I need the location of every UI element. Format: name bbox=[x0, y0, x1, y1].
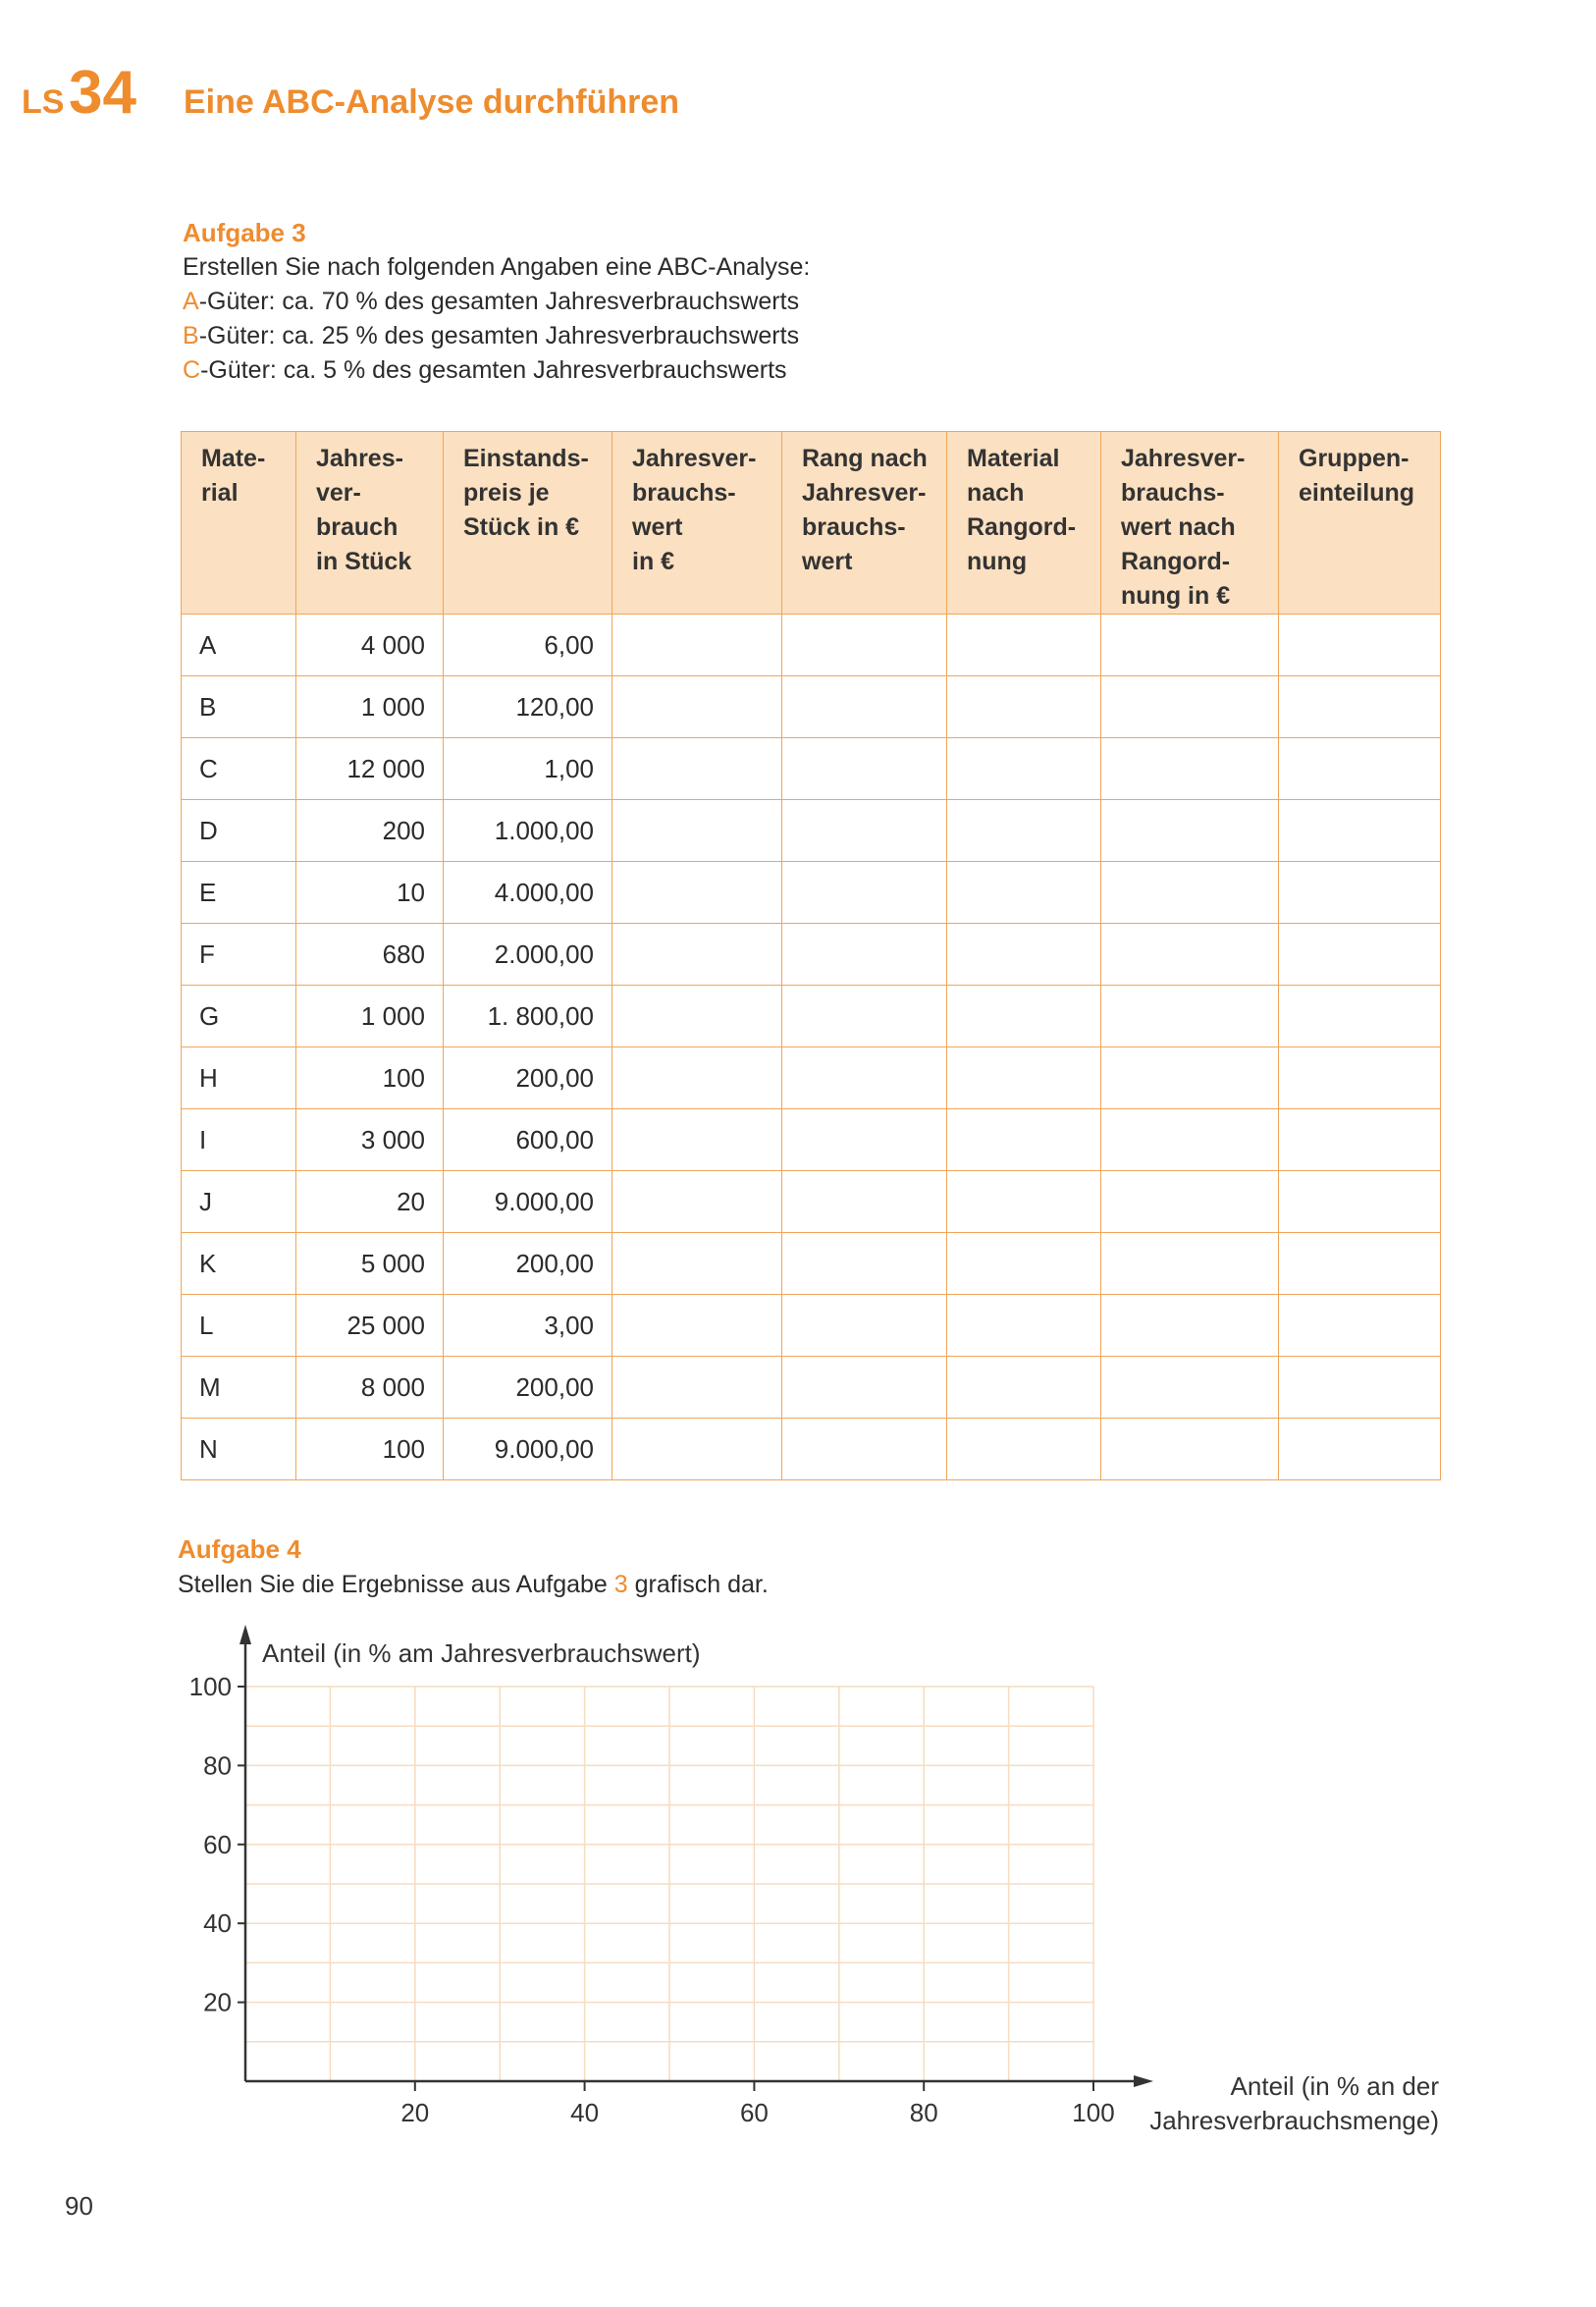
preis-cell: 4.000,00 bbox=[444, 862, 612, 924]
verbrauch-cell: 12 000 bbox=[296, 738, 444, 800]
column-header: Einstands- preis je Stück in € bbox=[444, 432, 612, 615]
letter-a: A bbox=[183, 288, 199, 315]
x-axis-label-line-1: Anteil (in % an der bbox=[1230, 2071, 1439, 2101]
chart-labels bbox=[189, 1638, 1440, 2135]
material-cell: J bbox=[182, 1171, 296, 1233]
preis-cell: 9.000,00 bbox=[444, 1419, 612, 1480]
material-cell: K bbox=[182, 1233, 296, 1295]
preis-cell: 600,00 bbox=[444, 1109, 612, 1171]
y-tick-label: 20 bbox=[203, 1987, 232, 2017]
preis-cell: 1,00 bbox=[444, 738, 612, 800]
material-cell: A bbox=[182, 615, 296, 676]
x-axis-arrow-icon bbox=[1134, 2075, 1153, 2087]
preis-cell: 200,00 bbox=[444, 1047, 612, 1109]
verbrauch-cell: 100 bbox=[296, 1047, 444, 1109]
y-tick-label: 80 bbox=[203, 1750, 232, 1781]
material-cell: G bbox=[182, 986, 296, 1047]
task-4-text-before: Stellen Sie die Ergebnisse aus Aufgabe bbox=[178, 1571, 614, 1598]
verbrauch-cell: 10 bbox=[296, 862, 444, 924]
preis-cell: 6,00 bbox=[444, 615, 612, 676]
line-c-text: -Güter: ca. 5 % des gesamten Jahresverbrauchswerts bbox=[200, 356, 787, 384]
section-label: LS bbox=[22, 83, 65, 121]
task-3-heading: Aufgabe 3 bbox=[183, 218, 306, 247]
material-cell: I bbox=[182, 1109, 296, 1171]
material-cell: H bbox=[182, 1047, 296, 1109]
verbrauch-cell: 1 000 bbox=[296, 986, 444, 1047]
preis-cell: 1. 800,00 bbox=[444, 986, 612, 1047]
column-header: Mate- rial bbox=[182, 432, 296, 615]
preis-cell: 1.000,00 bbox=[444, 800, 612, 862]
verbrauch-cell: 100 bbox=[296, 1419, 444, 1480]
x-tick-label: 100 bbox=[1072, 2098, 1115, 2127]
task-3-intro: Erstellen Sie nach folgenden Angaben eine ABC-Analyse: bbox=[183, 253, 811, 281]
preis-cell: 3,00 bbox=[444, 1295, 612, 1357]
preis-cell: 120,00 bbox=[444, 676, 612, 738]
x-tick-label: 40 bbox=[570, 2098, 600, 2127]
column-header: Jahresver- brauchs- wert nach Rangord- nung in € bbox=[1101, 432, 1279, 615]
x-tick-label: 60 bbox=[739, 2098, 769, 2127]
letter-b: B bbox=[183, 322, 199, 349]
x-tick-label: 80 bbox=[909, 2098, 938, 2127]
material-cell: M bbox=[182, 1357, 296, 1419]
preis-cell: 2.000,00 bbox=[444, 924, 612, 986]
verbrauch-cell: 680 bbox=[296, 924, 444, 986]
verbrauch-cell: 20 bbox=[296, 1171, 444, 1233]
verbrauch-cell: 4 000 bbox=[296, 615, 444, 676]
material-cell: C bbox=[182, 738, 296, 800]
verbrauch-cell: 8 000 bbox=[296, 1357, 444, 1419]
task-4-heading: Aufgabe 4 bbox=[178, 1534, 301, 1564]
y-tick-label: 60 bbox=[203, 1829, 232, 1859]
verbrauch-cell: 200 bbox=[296, 800, 444, 862]
column-header: Jahresver- brauchs- wert in € bbox=[612, 432, 782, 615]
y-axis-label: Anteil (in % am Jahresverbrauchswert) bbox=[262, 1638, 701, 1668]
page-number: 90 bbox=[65, 2191, 93, 2221]
page-title: Eine ABC-Analyse durchführen bbox=[184, 83, 680, 121]
task-4-reference: 3 bbox=[613, 1571, 628, 1598]
preis-cell: 9.000,00 bbox=[444, 1171, 612, 1233]
column-header: Gruppen- einteilung bbox=[1279, 432, 1441, 615]
task-4-text-after: grafisch dar. bbox=[627, 1571, 769, 1598]
x-axis-label-line-2: Jahresverbrauchsmenge) bbox=[1149, 2106, 1439, 2135]
line-a-text: -Güter: ca. 70 % des gesamten Jahresverbrauchswerts bbox=[198, 288, 800, 315]
y-axis-arrow-icon bbox=[239, 1625, 251, 1644]
section-number: 34 bbox=[69, 59, 136, 127]
column-header: Jahres- ver- brauch in Stück bbox=[296, 432, 444, 615]
column-header: Material nach Rangord- nung bbox=[947, 432, 1101, 615]
verbrauch-cell: 1 000 bbox=[296, 676, 444, 738]
line-b-text: -Güter: ca. 25 % des gesamten Jahresverbrauchswerts bbox=[198, 322, 800, 349]
verbrauch-cell: 3 000 bbox=[296, 1109, 444, 1171]
y-tick-label: 100 bbox=[188, 1672, 232, 1701]
letter-c: C bbox=[183, 356, 201, 384]
y-tick-label: 40 bbox=[203, 1908, 232, 1939]
preis-cell: 200,00 bbox=[444, 1357, 612, 1419]
material-cell: L bbox=[182, 1295, 296, 1357]
chart-axes bbox=[238, 1625, 1153, 2091]
material-cell: F bbox=[182, 924, 296, 986]
material-cell: B bbox=[182, 676, 296, 738]
material-cell: N bbox=[182, 1419, 296, 1480]
column-header: Rang nach Jahresver- brauchs- wert bbox=[782, 432, 947, 615]
verbrauch-cell: 5 000 bbox=[296, 1233, 444, 1295]
verbrauch-cell: 25 000 bbox=[296, 1295, 444, 1357]
material-cell: E bbox=[182, 862, 296, 924]
preis-cell: 200,00 bbox=[444, 1233, 612, 1295]
material-cell: D bbox=[182, 800, 296, 862]
chart-grid bbox=[245, 1687, 1093, 2081]
x-tick-label: 20 bbox=[400, 2098, 430, 2127]
